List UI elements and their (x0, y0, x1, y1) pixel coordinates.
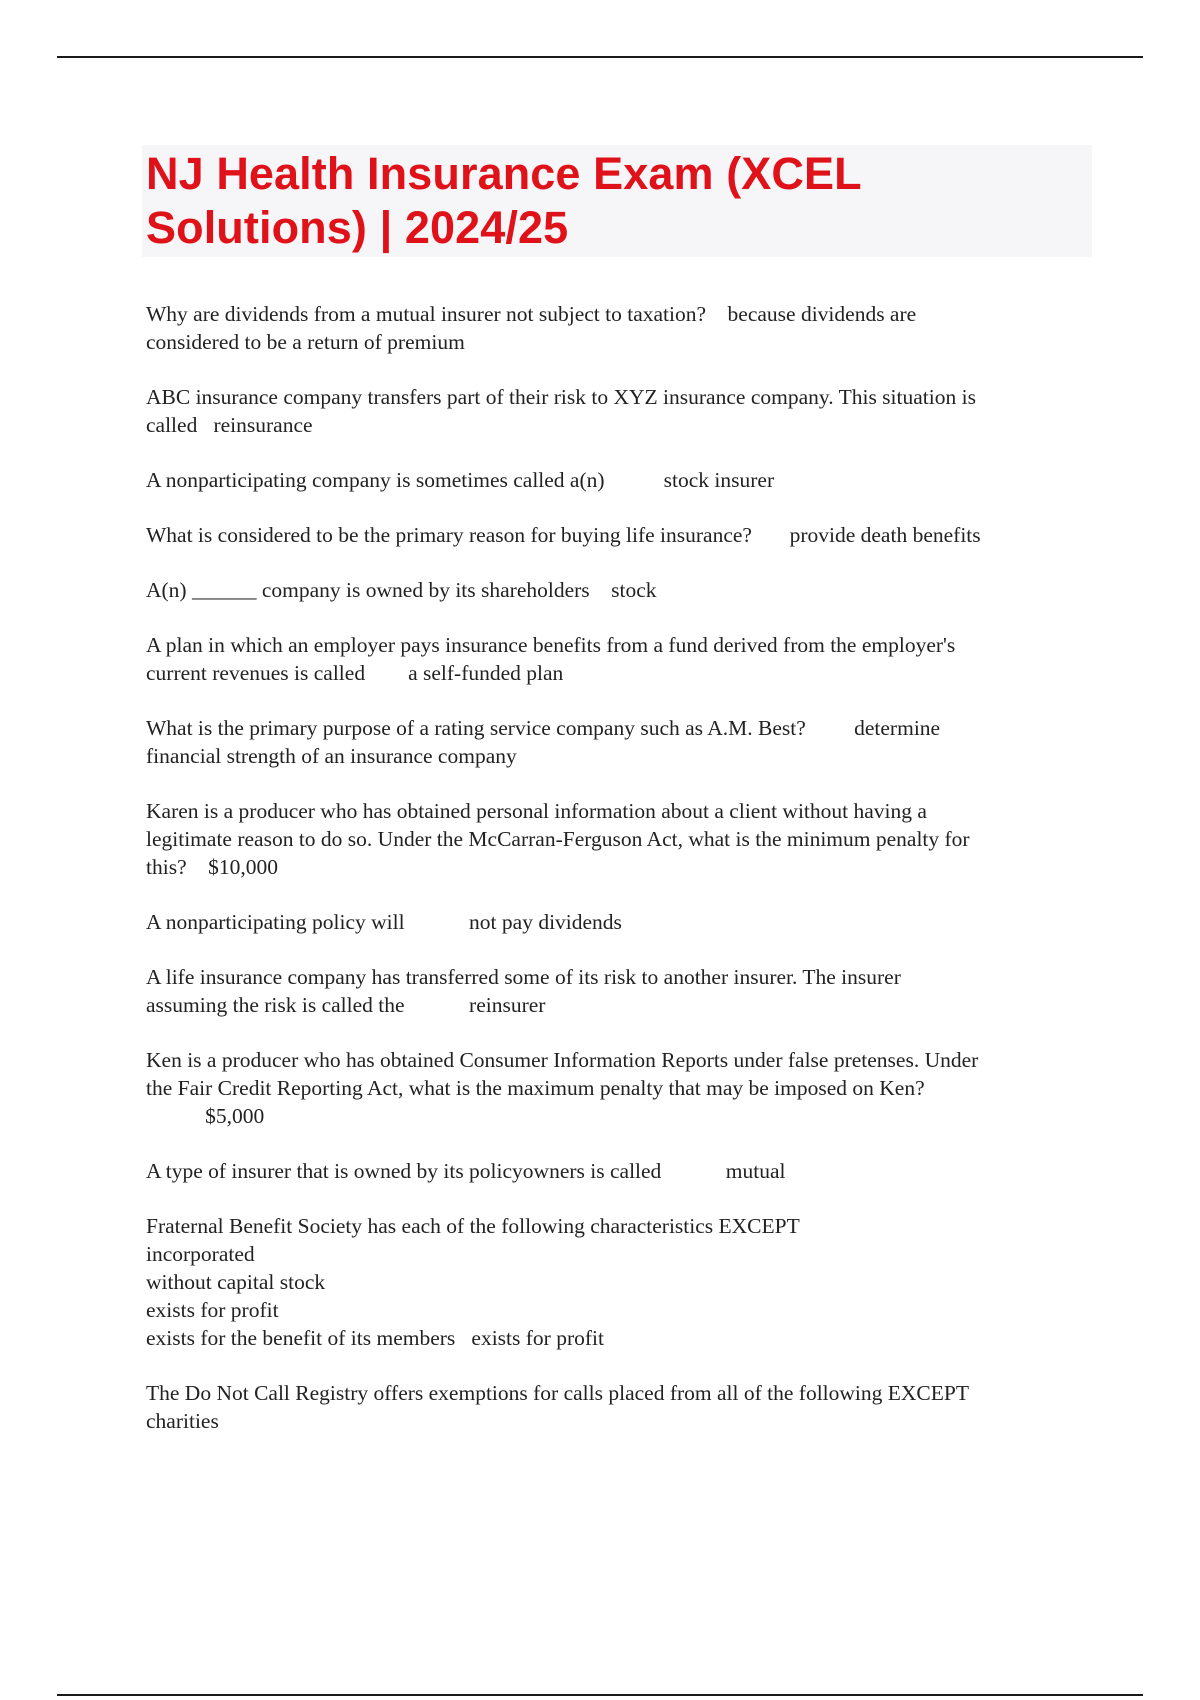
qa-item: What is considered to be the primary reason for buying life insurance? provide death benefits (146, 523, 981, 547)
bottom-rule (57, 1694, 1143, 1696)
title-line-2: Solutions) | 2024/25 (146, 202, 569, 253)
document-title (146, 147, 1088, 255)
qa-item: Why are dividends from a mutual insurer not subject to taxation? because dividends are considered to be a return of premium (146, 302, 917, 354)
qa-item: A(n) ______ company is owned by its shareholders stock (146, 578, 657, 602)
qa-item: A life insurance company has transferred some of its risk to another insurer. The insurer assuming the risk is called the reinsurer (146, 965, 901, 1017)
qa-item: The Do Not Call Registry offers exemptions for calls placed from all of the following EXCEPT charities (146, 1381, 969, 1433)
qa-item: A type of insurer that is owned by its policyowners is called mutual (146, 1159, 786, 1183)
qa-item: A nonparticipating policy will not pay dividends (146, 910, 622, 934)
top-rule (57, 56, 1143, 58)
qa-item: ABC insurance company transfers part of their risk to XYZ insurance company. This situation is called reinsurance (146, 385, 976, 437)
qa-item: Ken is a producer who has obtained Consumer Information Reports under false pretenses. Under the Fair Credit Reporting Act, what is the maximum penalty that may be imposed on Ken? $5,000 (146, 1048, 979, 1128)
title-block (142, 145, 1092, 257)
qa-item: What is the primary purpose of a rating service company such as A.M. Best? determine financial strength of an insurance company (146, 716, 941, 768)
qa-list (146, 300, 1092, 1435)
qa-item: Fraternal Benefit Society has each of the following characteristics EXCEPT incorporated without capital stock exists for profit exists for the benefit of its members exists for profit (146, 1214, 800, 1350)
title-line-1: NJ Health Insurance Exam (XCEL (146, 148, 862, 199)
qa-item: Karen is a producer who has obtained personal information about a client without having a legitimate reason to do so. Under the McCarran-Ferguson Act, what is the minimum penalty for this? $10,000 (146, 799, 970, 879)
qa-item: A nonparticipating company is sometimes called a(n) stock insurer (146, 468, 775, 492)
qa-item: A plan in which an employer pays insurance benefits from a fund derived from the employer's current revenues is called a self-funded plan (146, 633, 956, 685)
